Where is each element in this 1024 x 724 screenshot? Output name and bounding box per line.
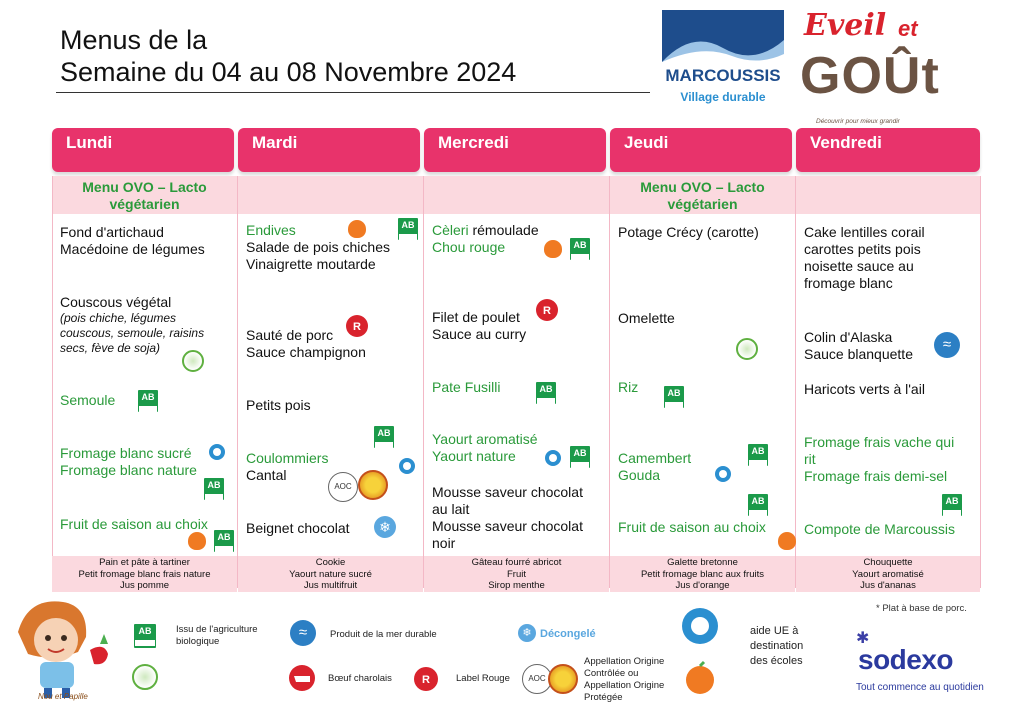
band-jeudi: Menu OVO – Lacto végétarien [610,176,795,214]
bio-ab-icon: AB [570,238,590,260]
title-line-1: Menus de la [60,25,208,55]
menu-item-line [432,222,539,239]
day-header-mercredi: Mercredi [424,128,606,172]
menu-item: Filet de poulet [432,309,520,325]
title-line-2: Semaine du 04 au 08 Novembre 2024 [60,57,517,87]
gouter-line: Jus pomme [119,580,170,591]
gouter-line: Petit fromage blanc aux fruits [640,568,765,580]
menu-item: Mousse saveur chocolat au lait [432,484,583,517]
menu-item: Cake lentilles corail carottes petits pois noisette sauce au fromage blanc [804,224,925,291]
bio-ab-icon: AB [398,218,418,240]
gouter-line: Jus d'ananas [860,580,916,591]
sodexo-tagline: Tout commence au quotidien [856,682,984,693]
band-mercredi [424,176,609,214]
sustainable-seafood-icon: ≈ [290,620,316,646]
legend-aoc: Appellation Origine Contrôlée ou Appellation Origine Protégée [584,656,665,703]
bio-ab-icon: AB [748,494,768,516]
label-rouge-icon [534,298,560,322]
bio-ab-icon: AB [536,382,556,404]
menu-item: Fruit de saison au choix [618,519,766,535]
label-rouge-icon [344,314,370,338]
band-mardi [238,176,423,214]
bio-ab-icon: AB [204,478,224,500]
menu-item-detail: (pois chiche, légumes couscous, semoule, raisins secs, fève de soja) [60,311,205,355]
menu-item: Gouda [618,467,661,483]
vegetarian-icon [182,350,204,372]
eveil-tagline: Découvrir pour mieux grandir [816,118,900,125]
day-header-jeudi: Jeudi [610,128,792,172]
column-mardi [238,214,423,554]
gouter-line: Pain et pâte à tartiner [99,557,190,568]
menu-item: Salade de pois chiches [246,239,390,255]
svg-text:R: R [543,305,551,317]
eu-school-aid-icon [712,464,734,484]
aop-icon [358,470,388,500]
legend-label-rouge: Label Rouge [456,673,510,684]
marcoussis-tagline: Village durable [680,90,766,104]
eveil-word: Eveil [804,8,887,43]
pork-note: * Plat à base de porc. [876,603,967,614]
menu-item: Coulommiers [246,450,329,466]
marcoussis-logo [662,10,784,110]
sustainable-seafood-icon: ≈ [934,332,960,358]
bio-ab-icon: AB [374,426,394,448]
legend-decongele: Décongelé [540,628,596,640]
eu-school-aid-icon [542,448,564,468]
bio-ab-icon: AB [664,386,684,408]
menu-item: Fromage blanc sucré [60,445,192,461]
menu-item: Petits pois [246,397,311,413]
legend-eu-aid: aide UE à destination des écoles [750,625,804,667]
aop-icon [548,664,578,694]
snowflake-icon: ❄ [374,516,396,538]
menu-item: Beignet chocolat [246,520,350,536]
gouter-line: Galette bretonne [667,557,738,568]
day-header-vendredi: Vendredi [796,128,980,172]
column-divider [980,176,981,588]
menu-item: Sauce blanquette [804,346,913,362]
local-fruit-icon [682,660,718,696]
gouter-line: Jus multifruit [303,580,358,591]
legend-beef: Bœuf charolais [328,673,392,684]
svg-text:R: R [353,321,361,333]
gouter-lundi [52,556,237,592]
marcoussis-name: MARCOUSSIS [665,66,781,85]
menu-item: Pate Fusilli [432,379,501,395]
menu-item: Fond d'artichaud [60,224,164,240]
legend-bio: Issu de l'agriculture biologique [176,624,258,647]
et-word: et [898,16,918,41]
page-title [60,24,516,88]
gouter-mercredi [424,556,609,592]
local-fruit-icon [188,532,206,550]
sodexo-logo: sodexo [858,644,954,675]
menu-item: Yaourt nature [432,448,516,464]
menu-item: Sauté de porc [246,327,334,343]
bio-ab-icon: AB [942,494,962,516]
menu-item: Potage Crécy (carotte) [618,224,759,240]
menu-item: Fromage blanc nature [60,462,197,478]
aoc-icon: AOC [522,664,552,694]
mascot-illustration [8,592,118,704]
menu-item: Chou rouge [432,239,506,255]
menu-item: Semoule [60,392,116,408]
gouter-line: Petit fromage blanc frais nature [78,568,211,580]
menu-item: Endives [246,222,296,238]
sodexo-star-icon: ✱ [856,630,870,647]
svg-text:R: R [422,674,430,686]
legend-seafood: Produit de la mer durable [330,629,437,640]
gout-word: GOÛt [800,47,940,105]
aoc-icon: AOC [328,472,358,502]
vegetarian-icon [132,664,158,690]
bio-ab-icon: AB [748,444,768,466]
gouter-line: Cookie [315,557,346,568]
gouter-line: Yaourt aromatisé [852,568,924,580]
eu-school-aid-icon [680,604,720,648]
gouter-line: Chouquette [863,557,913,568]
menu-item: Riz [618,379,639,395]
menu-item: Colin d'Alaska [804,329,893,345]
gouter-vendredi [796,556,980,592]
mascot-caption: Nou et Papille [38,692,88,701]
menu-item: Yaourt aromatisé [432,431,538,447]
menu-item: Compote de Marcoussis [804,521,955,537]
menu-item: Cantal [246,467,287,483]
menu-item: rémoulade [472,222,539,238]
menu-item: Couscous végétal [60,294,172,310]
menu-item: Fromage frais vache qui rit [804,434,955,467]
column-jeudi [610,214,795,554]
menu-item: Mousse saveur chocolat noir [432,518,583,551]
column-lundi [52,214,237,554]
menu-item-green: Cèleri [432,222,469,238]
label-rouge-icon [412,666,440,692]
band-lundi: Menu OVO – Lacto végétarien [52,176,237,214]
menu-item: Fromage frais demi-sel [804,468,948,484]
menu-item: Sauce champignon [246,344,366,360]
gouter-line: Fruit [507,568,526,580]
local-fruit-icon [348,220,366,238]
menu-item: Haricots verts à l'ail [804,381,925,397]
bio-ab-icon: AB [138,390,158,412]
vegetarian-icon [736,338,758,360]
eveil-et-gout-logo [798,8,978,126]
eu-school-aid-icon [396,456,418,476]
menu-item: Fruit de saison au choix [60,516,208,532]
gouter-mardi [238,556,423,592]
local-fruit-icon [544,240,562,258]
gouter-line: Sirop menthe [488,580,545,591]
bio-ab-icon: AB [570,446,590,468]
band-vendredi [796,176,980,214]
column-vendredi [796,214,980,554]
menu-item: Sauce au curry [432,326,527,342]
title-underline [56,92,650,93]
charolais-beef-icon [286,664,318,692]
eu-school-aid-icon [206,442,228,462]
gouter-line: Jus d'orange [675,580,730,591]
gouter-line: Gâteau fourré abricot [471,557,562,568]
local-fruit-icon [778,532,796,550]
menu-item: Omelette [618,310,675,326]
menu-item: Camembert [618,450,692,466]
gouter-jeudi [610,556,795,592]
bio-ab-icon: AB [214,530,234,552]
menu-item: Macédoine de légumes [60,241,205,257]
day-header-lundi: Lundi [52,128,234,172]
column-mercredi [424,214,609,554]
day-header-mardi: Mardi [238,128,420,172]
snowflake-icon: ❄ [518,624,536,642]
gouter-line: Yaourt nature sucré [289,568,372,580]
menu-item: Vinaigrette moutarde [246,256,376,272]
bio-ab-icon: AB [134,624,156,648]
